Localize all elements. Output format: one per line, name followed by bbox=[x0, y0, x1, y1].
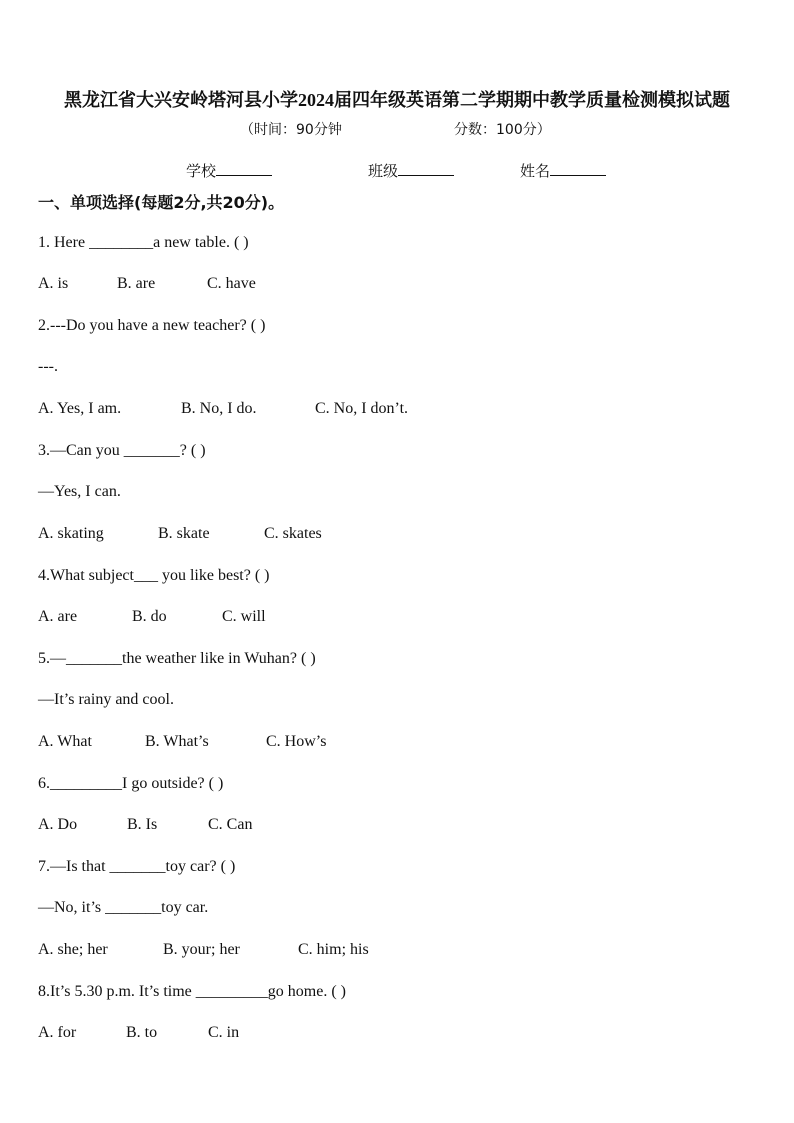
question-2-options bbox=[38, 400, 408, 418]
option-c[interactable]: C. Can bbox=[208, 816, 253, 833]
question-4-options bbox=[38, 608, 266, 626]
option-a[interactable]: A. Do bbox=[38, 816, 78, 833]
section-heading: 一、单项选择(每题2分,共20分)。 bbox=[38, 193, 285, 212]
question-1-stem: 1. Here ________a new table. ( ) bbox=[38, 234, 249, 251]
option-c[interactable]: C. skates bbox=[264, 525, 322, 542]
question-2-stem: 2.---Do you have a new teacher? ( ) bbox=[38, 317, 266, 334]
time-note: （时间：90分钟 bbox=[240, 122, 342, 138]
option-c[interactable]: C. him; his bbox=[298, 941, 369, 958]
question-7-stem: 7.—Is that _______toy car? ( ) bbox=[38, 858, 236, 875]
school-label: 学校 bbox=[186, 162, 217, 180]
option-a[interactable]: A. What bbox=[38, 733, 92, 750]
option-a[interactable]: A. she; her bbox=[38, 941, 108, 958]
class-blank[interactable] bbox=[398, 161, 454, 176]
option-b[interactable]: B. to bbox=[126, 1024, 158, 1041]
question-5-stem: 5.—_______the weather like in Wuhan? ( ) bbox=[38, 650, 316, 667]
class-field[interactable] bbox=[368, 160, 454, 181]
option-c[interactable]: C. How’s bbox=[266, 733, 327, 750]
option-c[interactable]: C. will bbox=[222, 608, 266, 625]
question-3-reply: —Yes, I can. bbox=[38, 483, 121, 500]
option-b[interactable]: B. skate bbox=[158, 525, 210, 542]
option-b[interactable]: B. Is bbox=[127, 816, 158, 833]
score-note: 分数：100分） bbox=[454, 122, 551, 138]
question-6-options bbox=[38, 816, 252, 834]
question-5-options bbox=[38, 733, 326, 751]
name-blank[interactable] bbox=[550, 161, 606, 176]
question-6-stem: 6._________I go outside? ( ) bbox=[38, 775, 224, 792]
option-a[interactable]: A. are bbox=[38, 608, 78, 625]
option-b[interactable]: B. are bbox=[117, 275, 156, 292]
question-5-reply: —It’s rainy and cool. bbox=[38, 691, 174, 708]
question-8-stem: 8.It’s 5.30 p.m. It’s time _________go home. ( ) bbox=[38, 983, 346, 1000]
question-1-options bbox=[38, 275, 256, 293]
school-field[interactable] bbox=[186, 160, 272, 181]
question-3-options bbox=[38, 525, 322, 543]
option-c[interactable]: C. have bbox=[207, 275, 256, 292]
option-c[interactable]: C. No, I don’t. bbox=[315, 400, 409, 417]
question-2-reply: ---. bbox=[38, 358, 58, 375]
option-b[interactable]: B. do bbox=[132, 608, 167, 625]
class-label: 班级 bbox=[368, 162, 399, 180]
exam-title: 黑龙江省大兴安岭塔河县小学2024届四年级英语第二学期期中教学质量检测模拟试题 bbox=[64, 90, 730, 110]
question-7-options bbox=[38, 941, 369, 959]
option-c[interactable]: C. in bbox=[208, 1024, 240, 1041]
question-4-stem: 4.What subject___ you like best? ( ) bbox=[38, 567, 270, 584]
question-7-reply: —No, it’s _______toy car. bbox=[38, 899, 209, 916]
name-field[interactable] bbox=[520, 160, 606, 181]
option-b[interactable]: B. No, I do. bbox=[181, 400, 257, 417]
question-3-stem: 3.—Can you _______? ( ) bbox=[38, 442, 206, 459]
option-a[interactable]: A. Yes, I am. bbox=[38, 400, 122, 417]
school-blank[interactable] bbox=[216, 161, 272, 176]
name-label: 姓名 bbox=[520, 162, 551, 180]
option-a[interactable]: A. for bbox=[38, 1024, 77, 1041]
option-a[interactable]: A. skating bbox=[38, 525, 104, 542]
option-b[interactable]: B. What’s bbox=[145, 733, 209, 750]
option-a[interactable]: A. is bbox=[38, 275, 69, 292]
question-8-options bbox=[38, 1024, 239, 1042]
option-b[interactable]: B. your; her bbox=[163, 941, 240, 958]
